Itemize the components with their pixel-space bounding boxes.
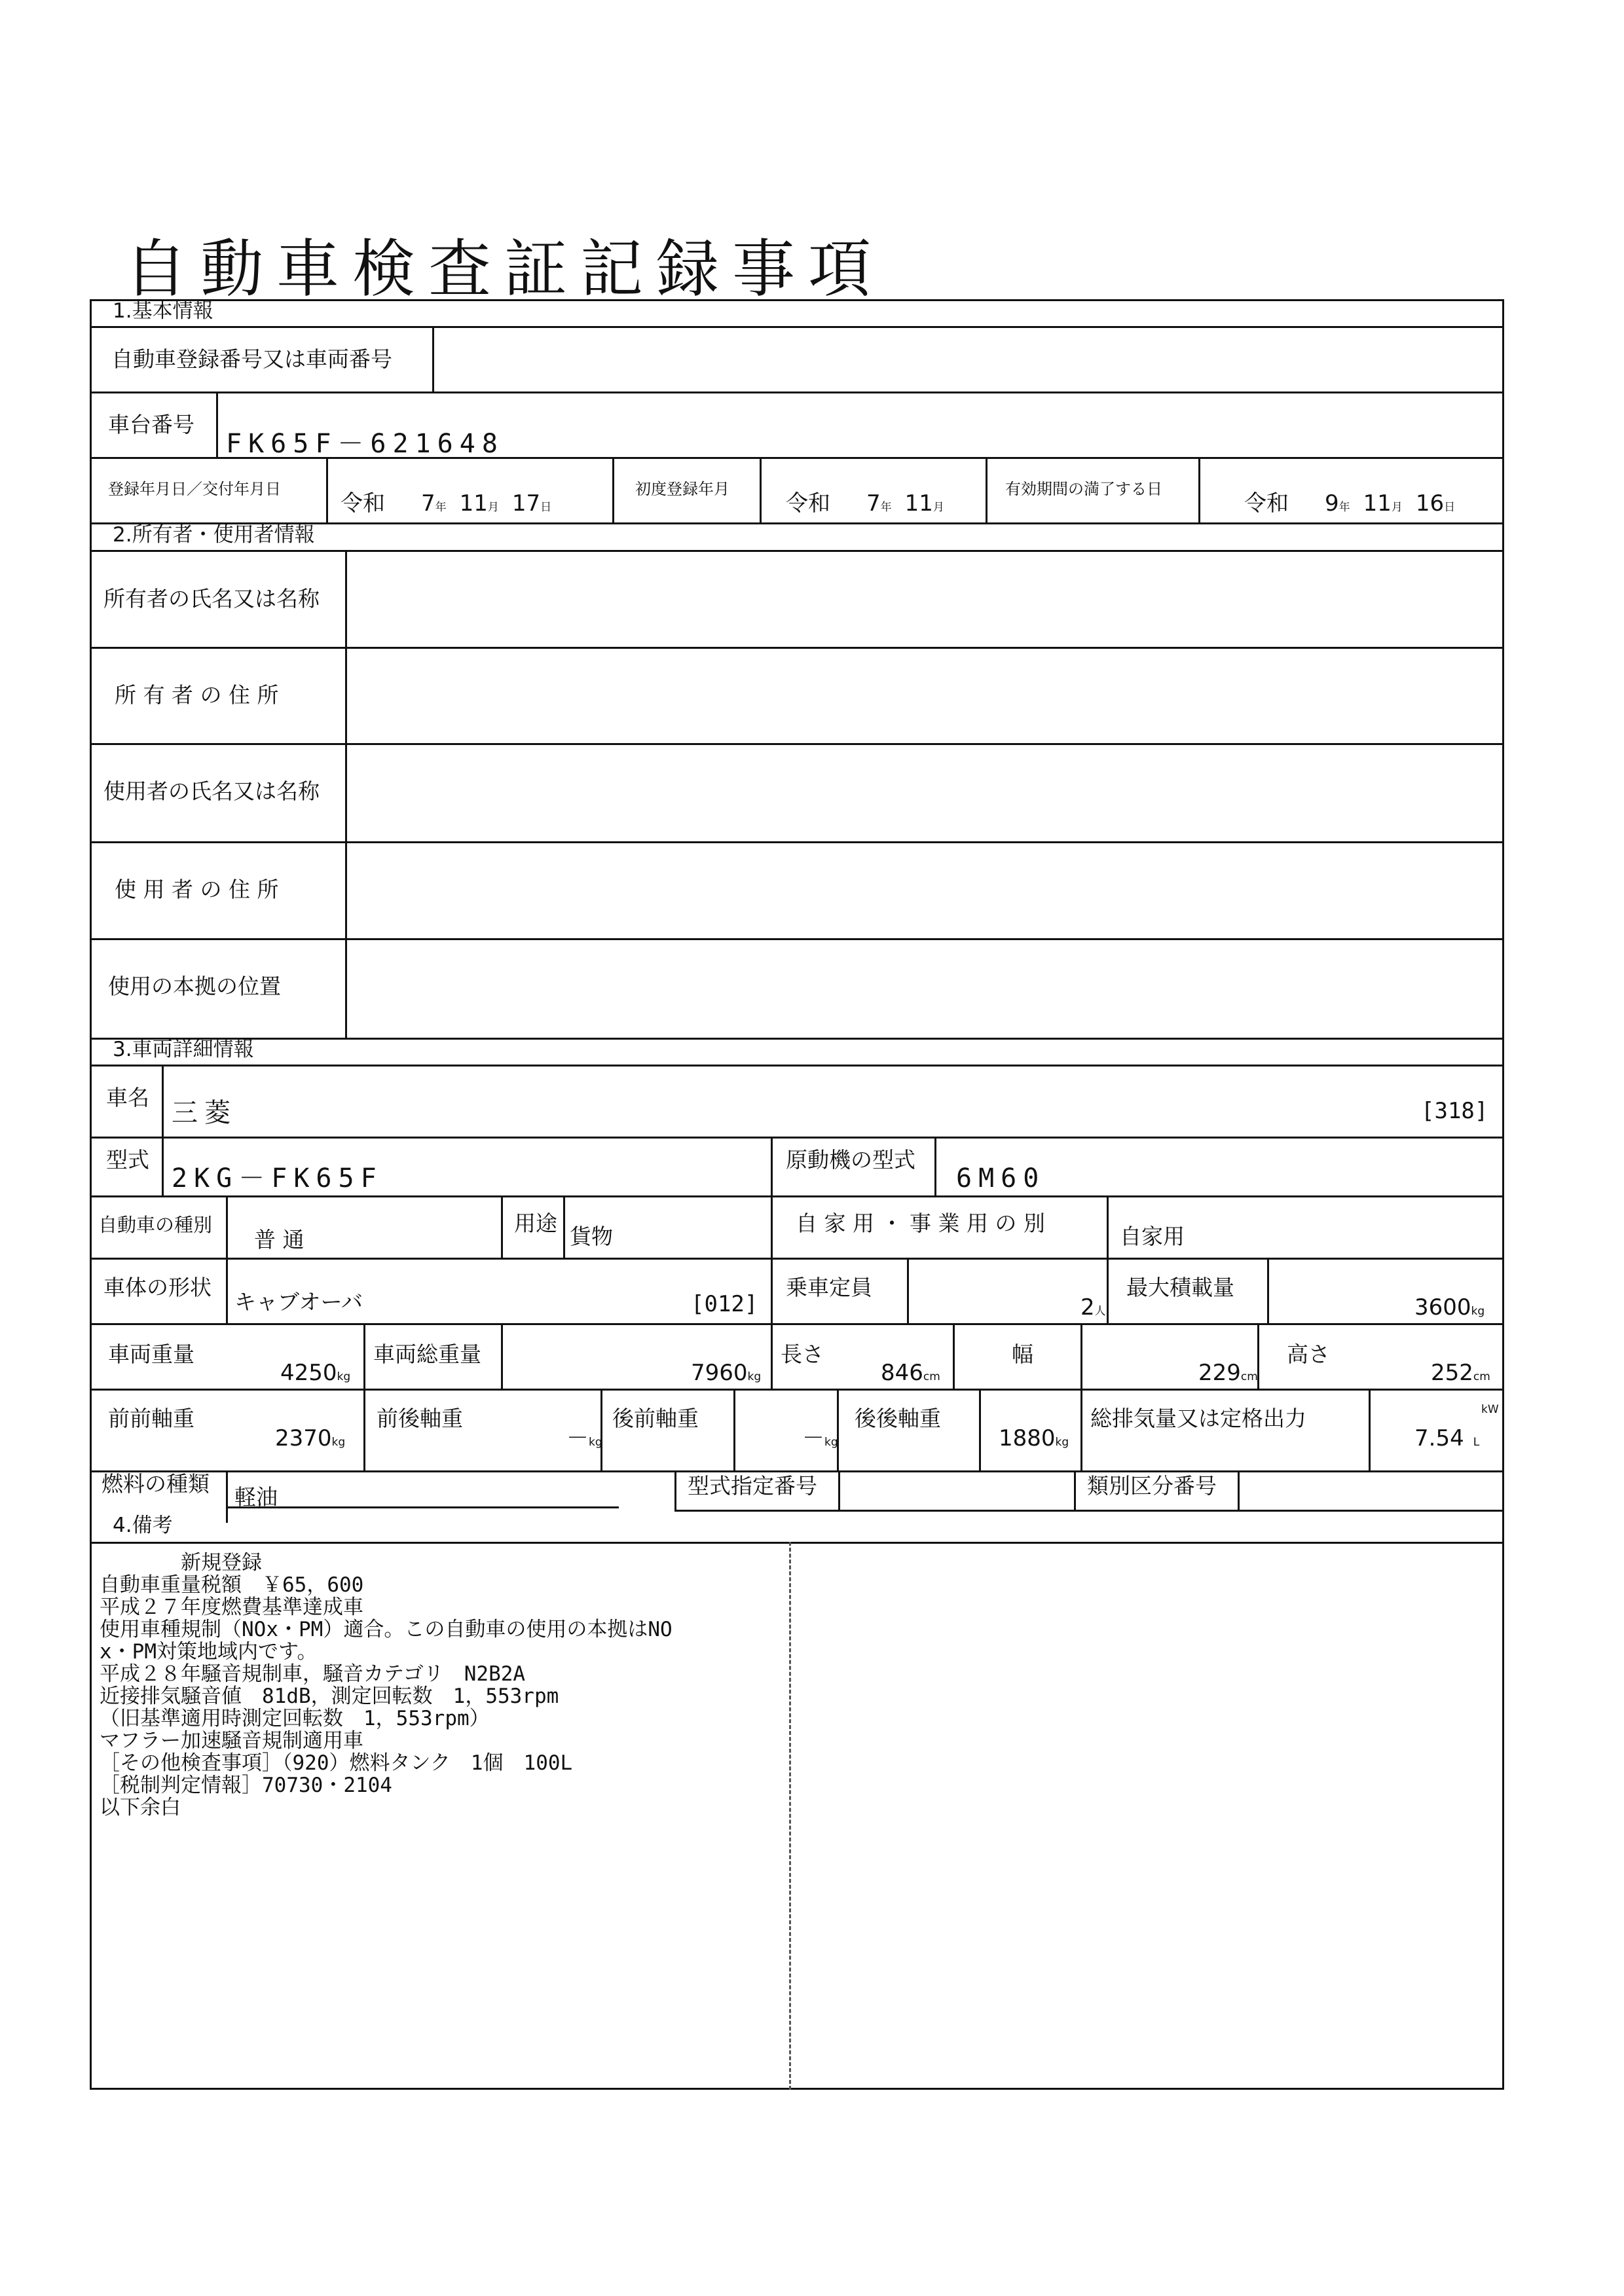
divider bbox=[363, 1323, 365, 1389]
divider bbox=[226, 1195, 228, 1258]
divider bbox=[907, 1258, 909, 1323]
divider bbox=[90, 1542, 1504, 1544]
private-business-value: 自家用 bbox=[1120, 1224, 1185, 1249]
remarks-line: （旧基準適用時測定回転数 1，553rpm） bbox=[100, 1707, 490, 1730]
divider bbox=[90, 550, 1504, 552]
rear-front-axle-unit: kg bbox=[824, 1436, 838, 1449]
divider bbox=[600, 1389, 602, 1470]
divider bbox=[612, 457, 614, 522]
page-title: 自動車検査証記録事項 bbox=[124, 232, 884, 306]
divider bbox=[216, 392, 218, 457]
front-rear-axle-number: － bbox=[566, 1425, 589, 1451]
divider bbox=[226, 1506, 619, 1508]
reg-date-year-unit: 年 bbox=[435, 501, 447, 514]
rear-rear-axle-value bbox=[999, 1427, 1069, 1449]
divider bbox=[432, 326, 434, 392]
divider bbox=[90, 1258, 1504, 1260]
divider bbox=[563, 1195, 565, 1258]
divider bbox=[90, 1038, 1504, 1040]
divider bbox=[1080, 1323, 1082, 1389]
capacity-value bbox=[1080, 1296, 1106, 1319]
divider bbox=[90, 1470, 1504, 1472]
divider bbox=[1074, 1470, 1076, 1510]
remarks-line: 近接排気騒音値 81dB，測定回転数 1，553rpm bbox=[100, 1685, 559, 1708]
gross-weight-label: 車両総重量 bbox=[373, 1341, 481, 1367]
vehicle-weight-number: 4250 bbox=[280, 1360, 337, 1386]
divider bbox=[90, 841, 1504, 843]
reg-number-label: 自動車登録番号又は車両番号 bbox=[111, 346, 392, 372]
remarks-line: 平成２７年度燃費基準達成車 bbox=[100, 1595, 363, 1619]
height-unit: cm bbox=[1473, 1370, 1490, 1383]
divider bbox=[501, 1195, 503, 1258]
divider bbox=[1238, 1470, 1240, 1510]
body-shape-code: [012] bbox=[691, 1291, 758, 1317]
type-approval-label: 型式指定番号 bbox=[688, 1473, 817, 1499]
section-vehicle-heading: 3.車両詳細情報 bbox=[113, 1038, 254, 1061]
first-reg-year: 7 bbox=[866, 490, 881, 517]
first-reg-month: 11 bbox=[904, 490, 933, 517]
user-name-label: 使用者の氏名又は名称 bbox=[103, 778, 320, 804]
reg-date-month: 11 bbox=[459, 490, 488, 517]
reg-date-day: 17 bbox=[511, 490, 541, 517]
vehicle-weight-label: 車両重量 bbox=[108, 1341, 194, 1367]
chassis-number-value: FK65F－621648 bbox=[226, 429, 504, 459]
section-remarks-heading: 4.備考 bbox=[113, 1514, 173, 1537]
gross-weight-number: 7960 bbox=[691, 1360, 748, 1386]
divider bbox=[1257, 1323, 1259, 1389]
vehicle-weight-value bbox=[280, 1362, 350, 1384]
divider bbox=[771, 1195, 773, 1258]
first-reg-label: 初度登録年月 bbox=[635, 480, 729, 498]
rear-rear-axle-label: 後後軸重 bbox=[855, 1406, 941, 1431]
divider bbox=[226, 1258, 228, 1323]
vehicle-weight-unit: kg bbox=[337, 1370, 351, 1383]
use-label: 用途 bbox=[514, 1211, 557, 1236]
vehicle-kind-label: 自動車の種別 bbox=[98, 1214, 213, 1236]
reg-date-year: 7 bbox=[421, 490, 435, 517]
remarks-line: マフラー加速騒音規制適用車 bbox=[100, 1729, 363, 1753]
expiry-label: 有効期間の満了する日 bbox=[1005, 480, 1162, 498]
divider bbox=[1369, 1389, 1371, 1470]
divider bbox=[771, 1137, 773, 1195]
divider bbox=[934, 1137, 936, 1195]
divider bbox=[733, 1389, 735, 1470]
max-load-value bbox=[1414, 1296, 1485, 1319]
divider bbox=[838, 1470, 840, 1510]
divider bbox=[979, 1389, 981, 1470]
divider bbox=[771, 1323, 773, 1389]
divider bbox=[837, 1389, 839, 1470]
divider bbox=[90, 1137, 1504, 1139]
width-value bbox=[1198, 1362, 1258, 1384]
remarks-line: ［その他検査事項］（920）燃料タンク 1個 100L bbox=[100, 1751, 573, 1775]
first-reg-era: 令和 bbox=[786, 490, 830, 517]
divider bbox=[1267, 1258, 1269, 1323]
max-load-unit: kg bbox=[1471, 1305, 1485, 1318]
front-front-axle-number: 2370 bbox=[275, 1425, 332, 1451]
category-number-label: 類別区分番号 bbox=[1087, 1473, 1217, 1499]
displacement-label: 総排気量又は定格出力 bbox=[1090, 1406, 1306, 1431]
height-value bbox=[1431, 1362, 1490, 1384]
capacity-unit: 人 bbox=[1094, 1305, 1106, 1318]
use-value: 貨物 bbox=[570, 1224, 613, 1249]
displacement-number: 7.54 bbox=[1414, 1425, 1464, 1451]
expiry-month: 11 bbox=[1363, 490, 1392, 517]
front-rear-axle-value bbox=[566, 1427, 602, 1449]
form-frame bbox=[90, 299, 1504, 2090]
divider bbox=[90, 647, 1504, 649]
height-label: 高さ bbox=[1287, 1341, 1330, 1367]
remarks-column-divider bbox=[789, 1542, 791, 2090]
remarks-line: 以下余白 bbox=[100, 1796, 181, 1819]
remarks-line: 自動車重量税額 ￥65，600 bbox=[100, 1573, 364, 1597]
width-label: 幅 bbox=[1012, 1341, 1033, 1367]
width-number: 229 bbox=[1198, 1360, 1241, 1386]
divider bbox=[363, 1389, 365, 1470]
capacity-label: 乗車定員 bbox=[786, 1275, 872, 1300]
fuel-type-value: 軽油 bbox=[234, 1484, 278, 1510]
expiry-era: 令和 bbox=[1244, 490, 1289, 517]
expiry-year-unit: 年 bbox=[1338, 501, 1350, 514]
divider bbox=[771, 1258, 773, 1323]
length-value bbox=[881, 1362, 940, 1384]
remarks-line: 使用車種規制（NOx・PM）適合。この自動車の使用の本拠はNO bbox=[100, 1618, 673, 1641]
divider bbox=[674, 1510, 1504, 1512]
rear-rear-axle-number: 1880 bbox=[999, 1425, 1056, 1451]
divider bbox=[162, 1065, 164, 1137]
expiry-day-unit: 日 bbox=[1444, 501, 1456, 514]
fuel-type-label: 燃料の種類 bbox=[101, 1471, 210, 1497]
divider bbox=[90, 938, 1504, 940]
gross-weight-unit: kg bbox=[747, 1370, 762, 1383]
height-number: 252 bbox=[1431, 1360, 1473, 1386]
front-front-axle-unit: kg bbox=[331, 1436, 346, 1449]
gross-weight-value bbox=[691, 1362, 761, 1384]
divider bbox=[1080, 1389, 1082, 1470]
divider bbox=[1198, 457, 1200, 522]
base-location-label: 使用の本拠の位置 bbox=[108, 974, 281, 999]
model-label: 型式 bbox=[106, 1147, 149, 1173]
front-front-axle-value bbox=[275, 1427, 345, 1449]
vehicle-name-value: 三菱 bbox=[172, 1098, 237, 1128]
vehicle-name-label: 車名 bbox=[106, 1085, 149, 1110]
max-load-number: 3600 bbox=[1414, 1294, 1471, 1321]
first-reg-month-unit: 月 bbox=[932, 501, 944, 514]
displacement-kw-unit: kW bbox=[1481, 1403, 1499, 1416]
private-business-label: 自 家 用 ・ 事 業 用 の 別 bbox=[796, 1211, 1045, 1236]
reg-date-era: 令和 bbox=[341, 490, 385, 517]
remarks-line: 平成２８年騒音規制車，騒音カテゴリ N2B2A bbox=[100, 1662, 526, 1686]
front-rear-axle-unit: kg bbox=[589, 1436, 602, 1449]
divider bbox=[226, 1470, 228, 1523]
length-unit: cm bbox=[923, 1370, 940, 1383]
remarks-line: ［税制判定情報］70730・2104 bbox=[100, 1774, 392, 1797]
divider bbox=[1107, 1195, 1109, 1258]
displacement-l-unit: L bbox=[1473, 1436, 1480, 1449]
divider bbox=[326, 457, 328, 522]
owner-name-label: 所有者の氏名又は名称 bbox=[103, 586, 320, 611]
divider bbox=[90, 1195, 1504, 1197]
divider bbox=[90, 1389, 1504, 1391]
expiry-value bbox=[1244, 492, 1455, 515]
rear-front-axle-number: － bbox=[802, 1425, 824, 1451]
divider bbox=[760, 457, 762, 522]
first-reg-year-unit: 年 bbox=[880, 501, 892, 514]
remarks-list bbox=[100, 1552, 673, 1819]
section-basic-heading: 1.基本情報 bbox=[113, 299, 213, 323]
front-rear-axle-label: 前後軸重 bbox=[377, 1406, 463, 1431]
engine-type-value: 6M60 bbox=[956, 1163, 1046, 1194]
engine-type-label: 原動機の型式 bbox=[786, 1147, 915, 1173]
expiry-year: 9 bbox=[1325, 490, 1339, 517]
model-value: 2KG－FK65F bbox=[172, 1163, 383, 1194]
reg-date-label: 登録年月日／交付年月日 bbox=[108, 480, 281, 498]
remarks-line: 新規登録 bbox=[100, 1551, 262, 1575]
body-shape-label: 車体の形状 bbox=[103, 1275, 212, 1300]
divider bbox=[90, 457, 1504, 459]
rear-rear-axle-unit: kg bbox=[1055, 1436, 1069, 1449]
divider bbox=[90, 743, 1504, 745]
capacity-number: 2 bbox=[1080, 1294, 1095, 1321]
divider bbox=[674, 1470, 676, 1510]
reg-date-month-unit: 月 bbox=[487, 501, 499, 514]
chassis-number-label: 車台番号 bbox=[108, 412, 194, 437]
displacement-value bbox=[1414, 1427, 1479, 1449]
width-unit: cm bbox=[1240, 1370, 1258, 1383]
divider bbox=[953, 1323, 955, 1389]
body-shape-value: キャブオーバ bbox=[234, 1289, 363, 1315]
expiry-day: 16 bbox=[1415, 490, 1445, 517]
divider bbox=[90, 1065, 1504, 1066]
divider bbox=[1107, 1258, 1109, 1323]
rear-front-axle-label: 後前軸重 bbox=[612, 1406, 699, 1431]
vehicle-kind-value: 普 通 bbox=[254, 1227, 304, 1252]
front-front-axle-label: 前前軸重 bbox=[108, 1406, 194, 1431]
divider bbox=[162, 1137, 164, 1195]
divider bbox=[90, 1323, 1504, 1325]
section-owner-heading: 2.所有者・使用者情報 bbox=[113, 523, 315, 547]
divider bbox=[501, 1323, 503, 1389]
divider bbox=[345, 550, 347, 1038]
expiry-month-unit: 月 bbox=[1391, 501, 1403, 514]
divider bbox=[90, 392, 1504, 393]
reg-date-day-unit: 日 bbox=[540, 501, 552, 514]
owner-address-label: 所 有 者 の 住 所 bbox=[115, 682, 279, 708]
divider bbox=[90, 326, 1504, 328]
user-address-label: 使 用 者 の 住 所 bbox=[115, 877, 279, 902]
length-label: 長さ bbox=[781, 1341, 824, 1367]
rear-front-axle-value bbox=[802, 1427, 838, 1449]
first-reg-value bbox=[786, 492, 944, 515]
reg-date-value bbox=[341, 492, 551, 515]
divider bbox=[986, 457, 987, 522]
vehicle-name-code: [318] bbox=[1421, 1098, 1488, 1124]
length-number: 846 bbox=[881, 1360, 923, 1386]
remarks-line: x・PM対策地域内です。 bbox=[100, 1640, 318, 1664]
max-load-label: 最大積載量 bbox=[1126, 1275, 1234, 1300]
